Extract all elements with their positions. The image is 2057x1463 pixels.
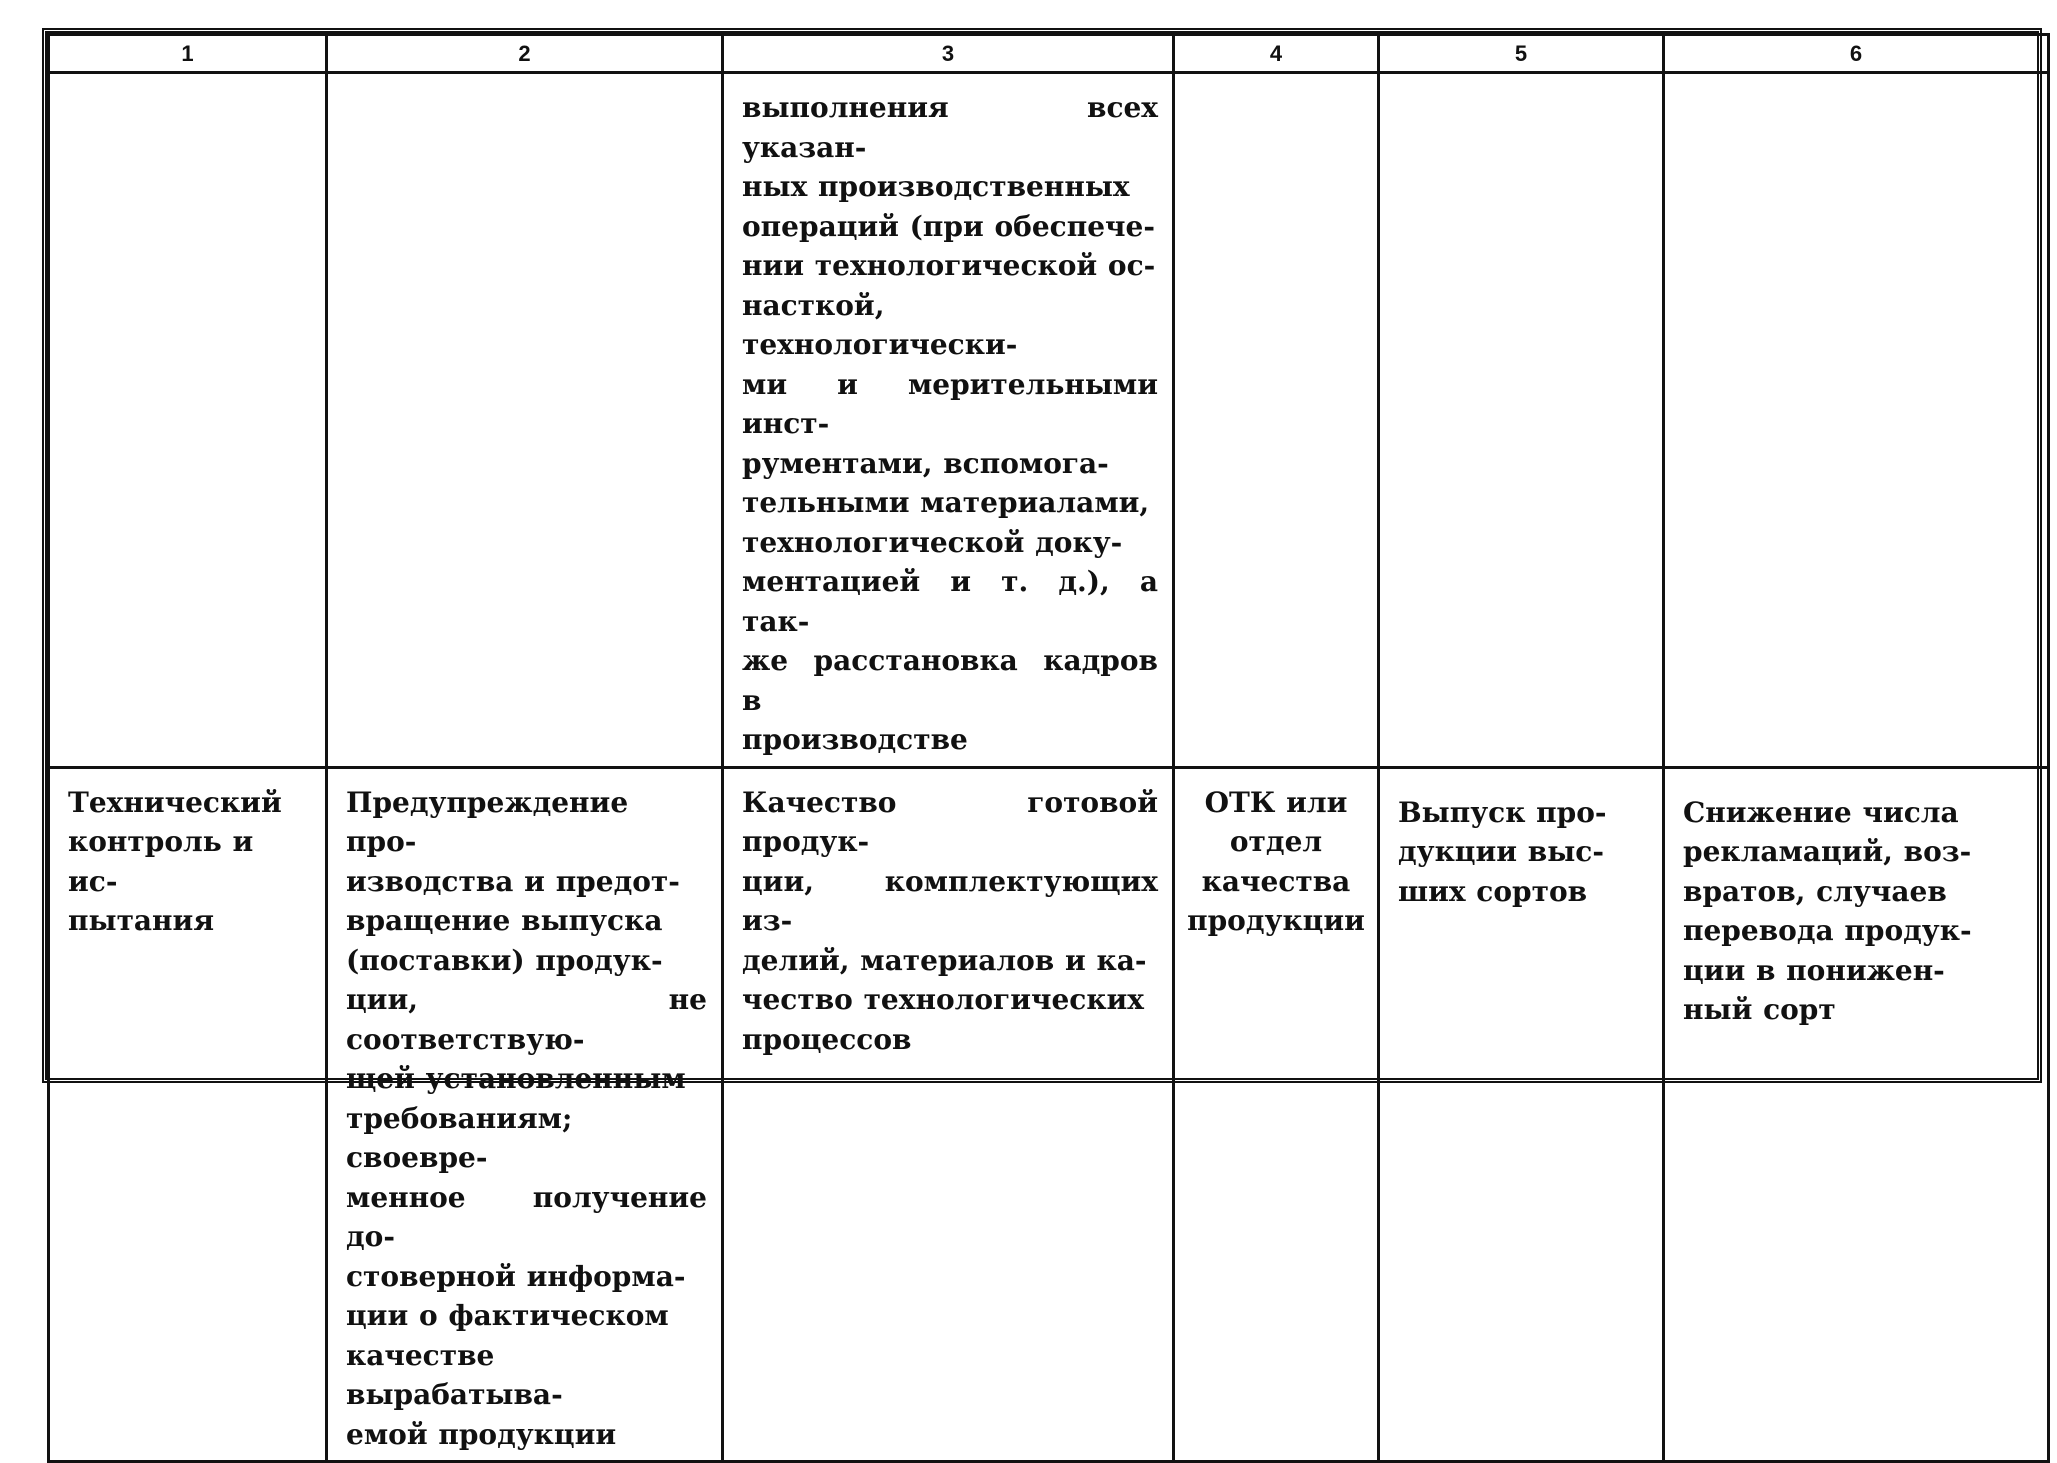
- cell-text: Выпуск про- дукции выс- ших сортов: [1398, 795, 1607, 908]
- table-cell: [49, 767, 327, 1462]
- table-row: [49, 767, 2049, 1462]
- table-cell: [1664, 767, 2049, 1462]
- table-cell: [723, 73, 1174, 768]
- table-cell: [1664, 73, 2049, 768]
- header-row: [49, 35, 2049, 73]
- table-cell: [1174, 73, 1379, 768]
- cell-text: Предупреждение про- изводства и предот- вращение выпуска (поставки) продук- ции, не соответствую- щей установленным требованиям; своевре- менное получение до- стоверной информа- ции о фактическом качестве вырабатыва- емой продукции: [346, 785, 707, 1451]
- column-header-1: 1: [49, 35, 327, 73]
- quality-control-table: [47, 33, 2050, 1463]
- table-cell: [49, 73, 327, 768]
- table-cell: [723, 767, 1174, 1462]
- table-cell: [327, 767, 723, 1462]
- table-cell: [327, 73, 723, 768]
- cell-text: ОТК или отдел качества продукции: [1187, 785, 1365, 937]
- table-frame: [42, 28, 2042, 1451]
- column-header-5: 5: [1379, 35, 1664, 73]
- cell-text: Технический контроль и ис- пытания: [68, 785, 282, 937]
- table-cell: [1174, 767, 1379, 1462]
- table-row: [49, 73, 2049, 768]
- cell-text: Снижение числа рекламаций, воз- вратов, случаев перевода продук- ции в понижен- ный сорт: [1683, 795, 1972, 1026]
- cell-text: Качество готовой продук- ции, комплектующих из- делий, материалов и ка- чество технологических процессов: [742, 785, 1158, 1056]
- cell-text: выполнения всех указан- ных производственных операций (при обеспече- нии технологической ос- насткой, технологически- ми и мерительными инст- рументами, вспомога- тельными материалами, технологической доку- ментацией и т. д.), а так- же расстановка кадров в производстве: [742, 91, 1158, 756]
- table-cell: [1379, 73, 1664, 768]
- column-header-4: 4: [1174, 35, 1379, 73]
- column-header-6: 6: [1664, 35, 2049, 73]
- column-header-2: 2: [327, 35, 723, 73]
- table-cell: [1379, 767, 1664, 1462]
- column-header-3: 3: [723, 35, 1174, 73]
